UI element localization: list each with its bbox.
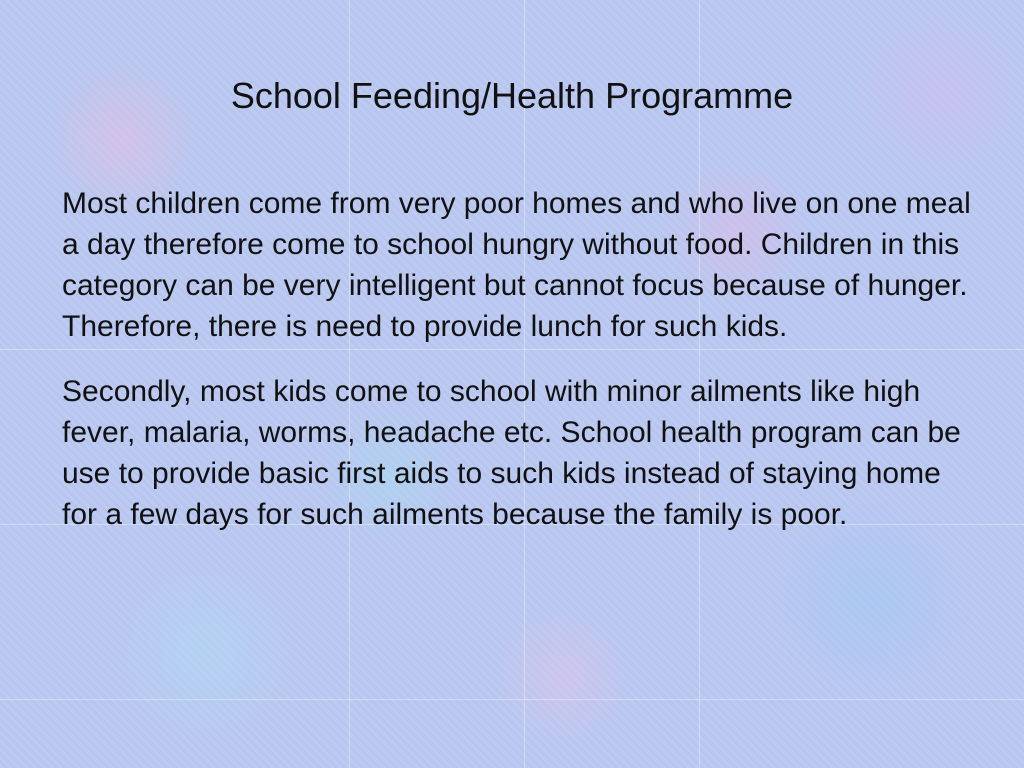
body-paragraph-health: Secondly, most kids come to school with minor ailments like high fever, malaria, worms, headache etc. School health program can be use to provide basic first aids to such kids instead of staying home for a few days for such ailments because the family is poor. xyxy=(62,375,961,531)
background-seam xyxy=(0,699,1024,700)
body-paragraph-feeding: Most children come from very poor homes and who live on one meal a day therefore come to school hungry without food. Children in this category can be very intelligent but cannot focus because of hunger. Therefore, there is need to provide lunch for such kids. xyxy=(62,187,971,343)
slide-body xyxy=(62,183,972,559)
slide-title: School Feeding/Health Programme xyxy=(230,75,794,116)
